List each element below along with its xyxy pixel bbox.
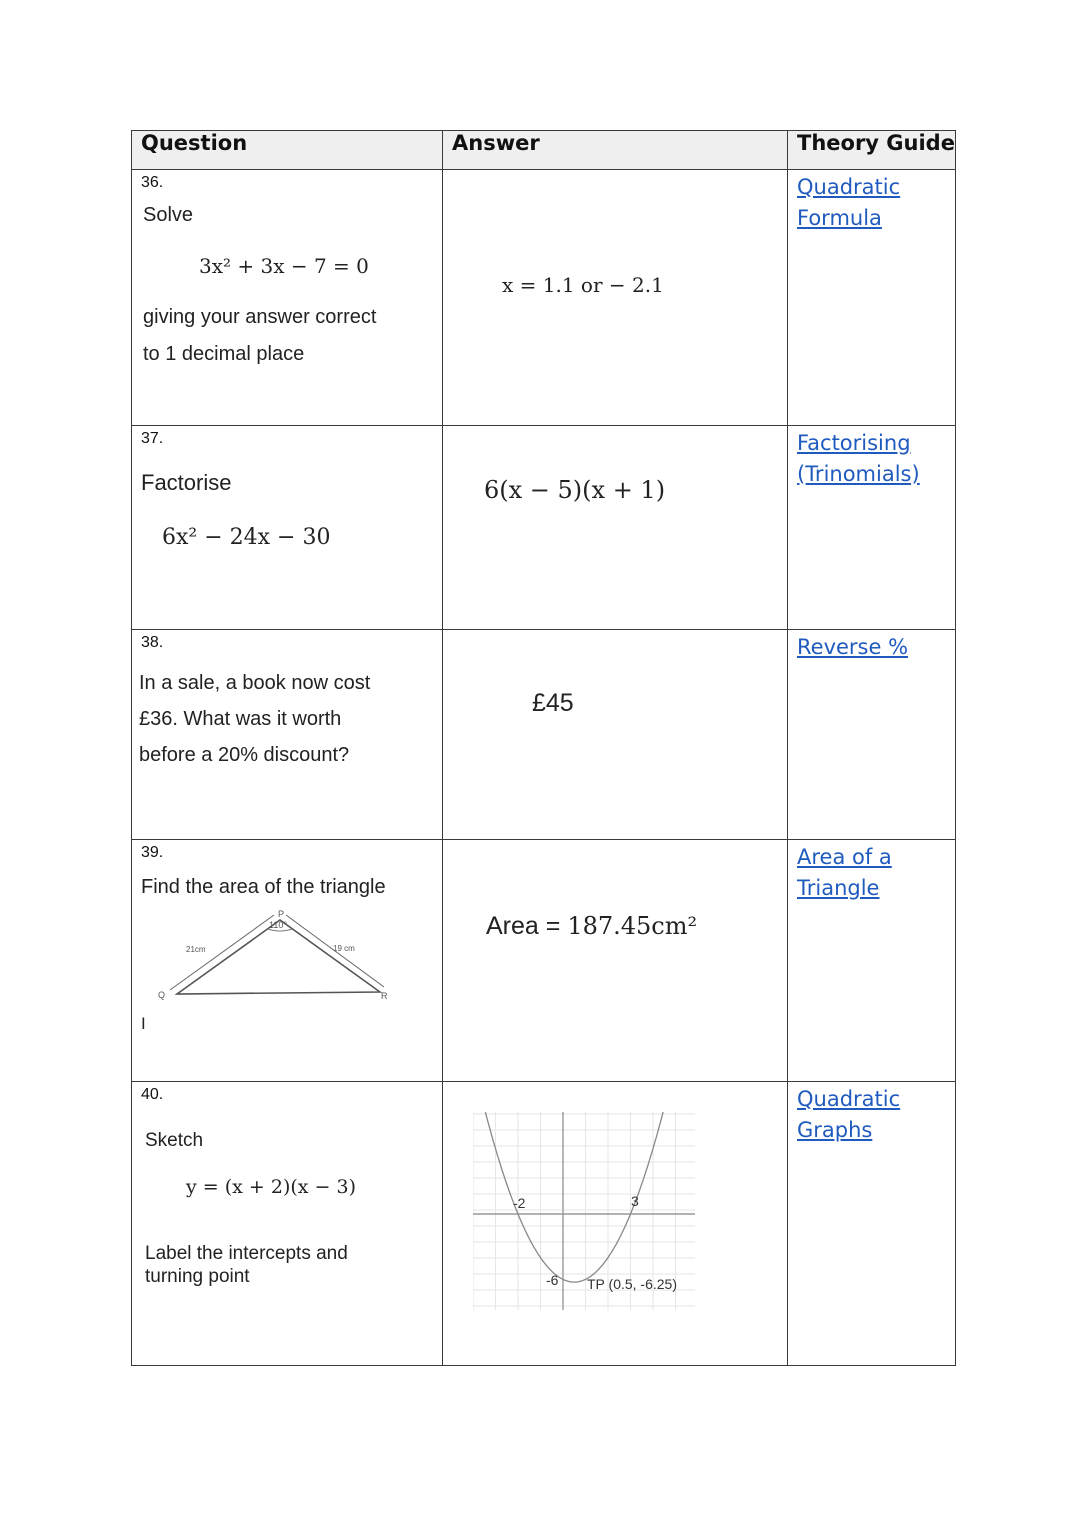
angle-label: 110°	[269, 920, 287, 930]
question-text: £36. What was it worth	[139, 708, 342, 730]
answer-text: x = 1.1 or − 2.1	[502, 273, 664, 297]
link-line[interactable]: Triangle	[797, 876, 880, 900]
question-number: 39.	[141, 844, 164, 861]
question-number: 38.	[141, 634, 164, 651]
header-answer: Answer	[443, 131, 788, 170]
y-intercept-label: -6	[546, 1272, 559, 1288]
vertex-label-r: R	[381, 991, 388, 1001]
header-question: Question	[132, 131, 443, 170]
intercept-label-left: -2	[513, 1195, 526, 1211]
parabola-sketch	[473, 1110, 703, 1315]
link-line[interactable]: Quadratic	[797, 1087, 901, 1111]
theory-link-reverse-percent[interactable]	[797, 632, 947, 663]
question-cell	[132, 1082, 443, 1366]
question-text: to 1 decimal place	[143, 343, 305, 365]
theory-cell	[788, 1082, 956, 1366]
theory-cell	[788, 840, 956, 1082]
answer-cell	[443, 630, 788, 840]
answer-value: 187.45cm²	[567, 912, 698, 940]
question-text: Sketch	[145, 1130, 204, 1151]
answer-text	[486, 912, 697, 941]
side-label-right: 19 cm	[333, 944, 355, 953]
question-text: Solve	[143, 204, 194, 226]
equation: 3x² + 3x − 7 = 0	[199, 254, 369, 278]
theory-cell	[788, 630, 956, 840]
question-text: before a 20% discount?	[139, 744, 350, 766]
question-text: Label the intercepts and	[145, 1243, 348, 1264]
link-line[interactable]: Factorising	[797, 431, 911, 455]
link-line[interactable]: (Trinomials)	[797, 462, 920, 486]
equation: y = (x + 2)(x − 3)	[186, 1176, 356, 1198]
question-number: 40.	[141, 1086, 164, 1103]
table-row	[132, 840, 956, 1082]
question-number: 36.	[141, 174, 164, 191]
answer-cell	[443, 1082, 788, 1366]
table-row	[132, 1082, 956, 1366]
theory-link-quadratic-formula[interactable]	[797, 172, 947, 234]
header-theory-guide: Theory Guide	[788, 131, 956, 170]
question-text: giving your answer correct	[143, 306, 377, 328]
stray-mark: I	[141, 1014, 146, 1033]
triangle-figure	[132, 900, 442, 1010]
turning-point-label: TP (0.5, -6.25)	[587, 1276, 678, 1292]
question-table	[131, 130, 956, 1366]
answer-text: £45	[532, 689, 574, 717]
intercept-label-right: 3	[631, 1193, 639, 1209]
side-label-left: 21cm	[186, 945, 206, 954]
answer-cell	[443, 426, 788, 630]
question-cell	[132, 630, 443, 840]
question-cell	[132, 170, 443, 426]
question-cell	[132, 840, 443, 1082]
question-text: Factorise	[141, 470, 232, 495]
theory-cell	[788, 426, 956, 630]
answer-prefix: Area =	[486, 912, 568, 940]
table-row	[132, 426, 956, 630]
answer-text: 6(x − 5)(x + 1)	[484, 476, 666, 504]
link-line[interactable]: Area of a	[797, 845, 892, 869]
theory-link-quadratic-graphs[interactable]	[797, 1084, 947, 1146]
table-row	[132, 630, 956, 840]
link-line[interactable]: Formula	[797, 206, 882, 230]
expression: 6x² − 24x − 30	[162, 525, 331, 550]
question-cell	[132, 426, 443, 630]
vertex-label-p: P	[278, 909, 285, 919]
table-row	[132, 170, 956, 426]
theory-link-area-of-triangle[interactable]	[797, 842, 947, 904]
link-line[interactable]: Graphs	[797, 1118, 873, 1142]
vertex-label-q: Q	[158, 990, 166, 1000]
question-text: In a sale, a book now cost	[139, 672, 371, 694]
theory-cell	[788, 170, 956, 426]
header-row	[132, 131, 956, 170]
question-text: Find the area of the triangle	[141, 876, 386, 898]
link-line[interactable]: Quadratic	[797, 175, 901, 199]
answer-cell	[443, 170, 788, 426]
question-text: turning point	[145, 1266, 250, 1287]
theory-link-factorising[interactable]	[797, 428, 947, 490]
link-line[interactable]: Reverse %	[797, 635, 909, 659]
question-number: 37.	[141, 430, 164, 447]
answer-cell	[443, 840, 788, 1082]
